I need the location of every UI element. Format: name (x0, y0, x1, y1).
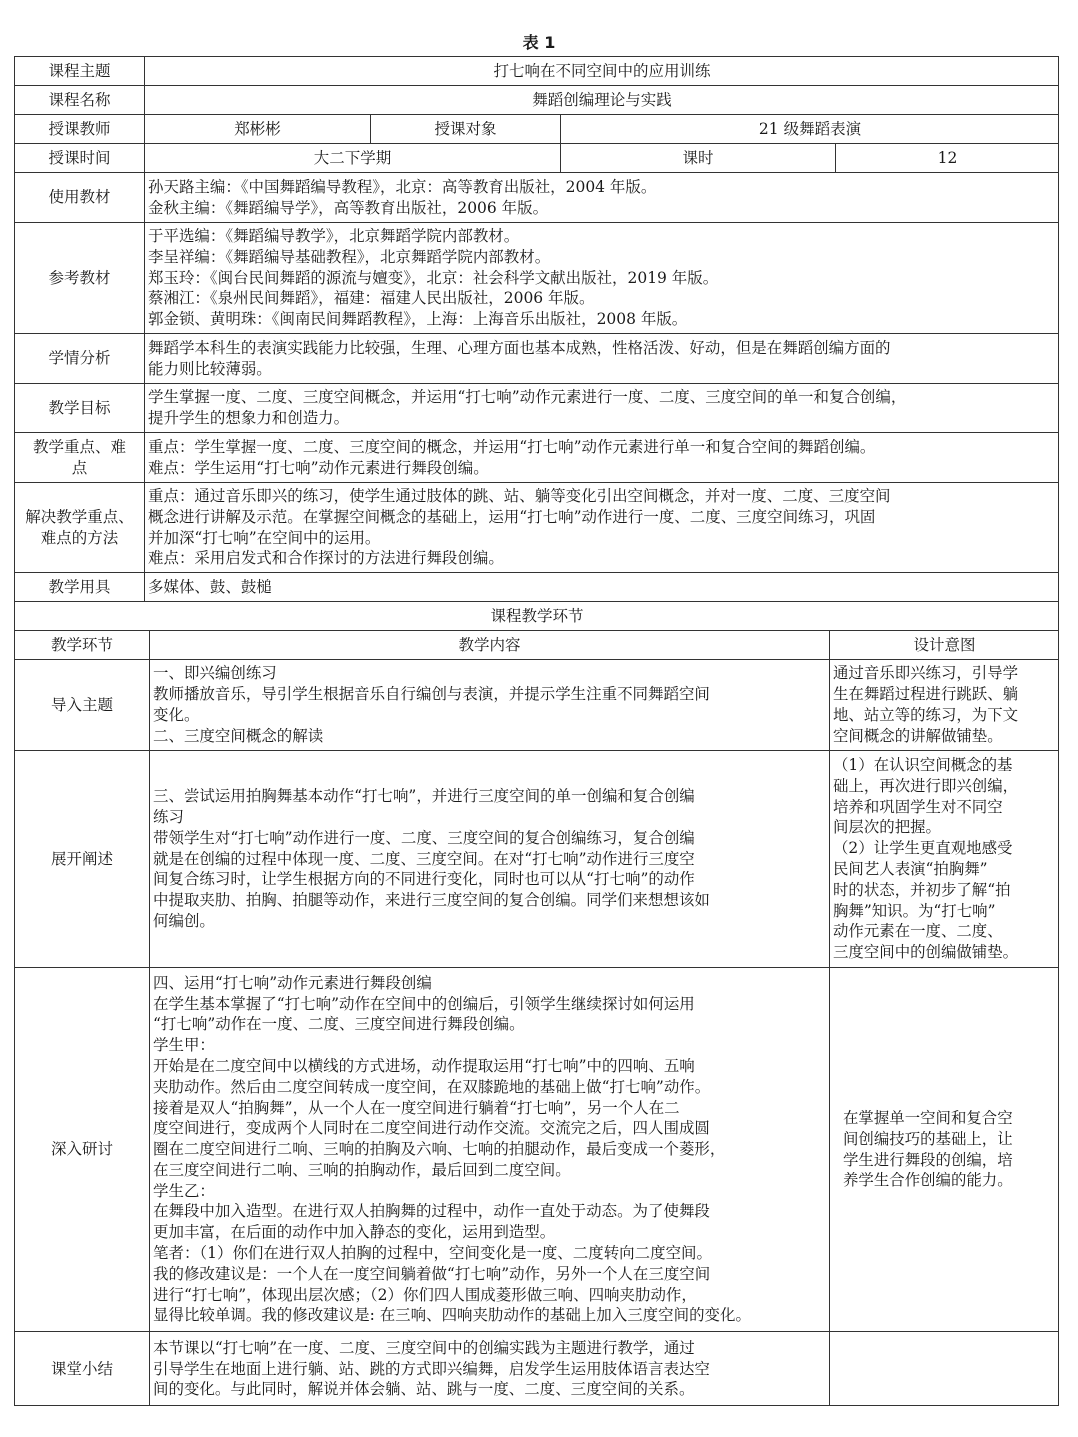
intent-line: （1）在认识空间概念的基 (833, 756, 1013, 775)
reference-list (144, 222, 1059, 333)
stage-intent (829, 967, 1059, 1331)
intent-line: 学生进行舞段的创编，培 (843, 1150, 1013, 1169)
tools-value (144, 572, 1059, 601)
content-line: 学生乙： (153, 1181, 215, 1200)
method-text (144, 482, 1059, 572)
content-line: 开始是在二度空间中以横线的方式进场，动作提取运用“打七响”中的四响、五响 (153, 1056, 695, 1075)
stage-name: 深入研讨 (14, 967, 149, 1331)
time-value: 大二下学期 (144, 143, 560, 172)
content-line: 三、尝试运用拍胸舞基本动作“打七响”，并进行三度空间的单一创编和复合创编 (153, 787, 695, 806)
reference-item: 蔡湘江：《泉州民间舞蹈》，福建：福建人民出版社，2006 年版。 (148, 289, 595, 308)
intent-line: 时的状态，并初步了解“拍 (833, 880, 1011, 899)
column-header-intent: 设计意图 (829, 630, 1059, 659)
intent-line: 间创编技巧的基础上，让 (843, 1129, 1013, 1148)
intent-line: （2）让学生更直观地感受 (833, 839, 1013, 858)
time-label: 授课时间 (14, 143, 144, 172)
table-right-border (1058, 56, 1059, 1406)
method-line: 重点：通过音乐即兴的练习，使学生通过肢体的跳、站、躺等变化引出空间概念，并对一度、二度、三度空间 (148, 486, 891, 505)
intent-line: 养学生合作创编的能力。 (843, 1171, 1013, 1190)
content-line: 圈在二度空间进行二响、三响的拍胸及六响、七响的拍腿动作，最后变成一个菱形， (153, 1140, 726, 1159)
analysis-text (144, 333, 1059, 383)
method-line: 概念进行讲解及示范。在掌握空间概念的基础上，运用“打七响”动作进行一度、二度、三度空间练习，巩固 (148, 507, 876, 526)
reference-label: 参考教材 (14, 222, 144, 333)
textbook-item: 金秋主编：《舞蹈编导学》，高等教育出版社，2006 年版。 (148, 198, 549, 217)
content-line: 间复合练习时，让学生根据方向的不同进行变化，同时也可以从“打七响”的动作 (153, 870, 695, 889)
topic-label: 课程主题 (14, 56, 144, 85)
content-line: 笔者：（1）你们在进行双人拍胸的过程中，空间变化是一度、二度转向二度空间。 (153, 1244, 712, 1263)
stage-name: 展开阐述 (14, 750, 149, 967)
table-caption: 表 1 (522, 33, 556, 52)
content-line: 显得比较单调。我的修改建议是: 在三响、四响夹肋动作的基础上加入三度空间的变化。 (153, 1306, 751, 1325)
content-line: 就是在创编的过程中体现一度、二度、三度空间。在对“打七响”动作进行三度空 (153, 849, 695, 868)
content-line: 带领学生对“打七响”动作进行一度、二度、三度空间的复合创编练习，复合创编 (153, 828, 695, 847)
method-line: 难点：采用启发式和合作探讨的方法进行舞段创编。 (148, 549, 504, 568)
content-line: 间的变化。与此同时，解说并体会躺、站、跳与一度、二度、三度空间的关系。 (153, 1380, 695, 1399)
intent-line: 培养和巩固学生对不同空 (833, 797, 1003, 816)
content-line: 在三度空间进行二响、三响的拍胸动作，最后回到二度空间。 (153, 1160, 571, 1179)
stage-content (149, 1331, 829, 1406)
textbook-list (144, 172, 1059, 222)
key-points-label (14, 432, 144, 482)
tools-label: 教学用具 (14, 572, 144, 601)
stage-intent (829, 659, 1059, 750)
stage-content (149, 967, 829, 1331)
content-line: 学生甲： (153, 1036, 215, 1055)
key-point: 重点：学生掌握一度、二度、三度空间的概念，并运用“打七响”动作元素进行单一和复合空间的舞蹈创编。 (148, 437, 876, 456)
content-line: 本节课以“打七响”在一度、二度、三度空间中的创编实践为主题进行教学，通过 (153, 1338, 695, 1357)
hours-label: 课时 (560, 143, 835, 172)
goal-line: 提升学生的想象力和创造力。 (148, 409, 350, 427)
content-line: 引导学生在地面上进行躺、站、跳的方式即兴编舞，启发学生运用肢体语言表达空 (153, 1359, 710, 1378)
content-line: 中提取夹肋、拍胸、拍腿等动作，来进行三度空间的复合创编。同学们来想想该如 (153, 891, 710, 910)
key-point: 难点：学生运用“打七响”动作元素进行舞段创编。 (148, 458, 489, 477)
course-value: 舞蹈创编理论与实践 (144, 85, 1059, 114)
goal-text (144, 383, 1059, 432)
content-line: 练习 (153, 808, 184, 826)
stage-content (149, 750, 829, 967)
reference-item: 李呈祥编：《舞蹈编导基础教程》，北京舞蹈学院内部教材。 (148, 247, 551, 266)
method-label-line: 解决教学重点、 (25, 507, 134, 526)
teacher-value: 郑彬彬 (144, 114, 370, 143)
content-line: 更加丰富，在后面的动作中加入静态的变化，运用到造型。 (153, 1223, 556, 1242)
teacher-label: 授课教师 (14, 114, 144, 143)
content-line: 变化。 (153, 706, 200, 724)
stage-intent (829, 750, 1059, 967)
intent-line: 间层次的把握。 (833, 818, 941, 837)
content-line: 二、三度空间概念的解读 (153, 726, 324, 745)
key-points-label-line: 点 (71, 458, 88, 477)
content-line: 何编创。 (153, 911, 215, 930)
content-line: 在学生基本掌握了“打七响”动作在空间中的创编后，引领学生继续探讨如何运用 (153, 994, 695, 1013)
textbook-item: 孙天路主编：《中国舞蹈编导教程》，北京：高等教育出版社，2004 年版。 (148, 177, 657, 196)
reference-item: 于平选编：《舞蹈编导教学》，北京舞蹈学院内部教材。 (148, 227, 520, 245)
reference-item: 郑玉玲：《闽台民间舞蹈的源流与嬗变》，北京：社会科学文献出版社，2019 年版。 (148, 268, 719, 287)
goal-label: 教学目标 (14, 383, 144, 432)
audience-label: 授课对象 (370, 114, 560, 143)
intent-line: 生在舞蹈过程进行跳跃、躺 (833, 685, 1019, 704)
stage-intent-empty (829, 1331, 1059, 1406)
content-line: 在舞段中加入造型。在进行双人拍胸舞的过程中，动作一直处于动态。为了使舞段 (153, 1202, 710, 1221)
tools-text: 多媒体、鼓、鼓槌 (148, 577, 272, 596)
intent-line: 胸舞”知识。为“打七响” (833, 901, 996, 920)
column-header-stage: 教学环节 (14, 630, 149, 659)
goal-line: 学生掌握一度、二度、三度空间概念，并运用“打七响”动作元素进行一度、二度、三度空间的单一和复合创编， (148, 388, 907, 407)
content-line: 教师播放音乐，导引学生根据音乐自行编创与表演，并提示学生注重不同舞蹈空间 (153, 685, 710, 704)
topic-value: 打七响在不同空间中的应用训练 (144, 56, 1059, 85)
method-label (14, 482, 144, 572)
intent-line: 三度空间中的创编做铺垫。 (833, 943, 1019, 962)
intent-line: 在掌握单一空间和复合空 (843, 1108, 1013, 1127)
hours-value: 12 (835, 143, 1059, 172)
method-label-line: 难点的方法 (40, 528, 119, 547)
intent-line: 民间艺人表演“拍胸舞” (833, 860, 988, 878)
content-line: 一、即兴编创练习 (153, 664, 277, 683)
intent-line: 动作元素在一度、二度、 (833, 922, 1003, 941)
method-line: 并加深“打七响”在空间中的运用。 (148, 528, 381, 547)
content-line: 夹肋动作。然后由二度空间转成一度空间，在双膝跪地的基础上做“打七响”动作。 (153, 1077, 711, 1096)
textbook-label: 使用教材 (14, 172, 144, 222)
audience-value: 21 级舞蹈表演 (560, 114, 1059, 143)
stage-name: 导入主题 (14, 659, 149, 750)
stage-name: 课堂小结 (14, 1331, 149, 1406)
intent-line: 地、站立等的练习，为下文 (833, 706, 1019, 724)
analysis-line: 能力则比较薄弱。 (148, 359, 272, 378)
content-line: 接着是双人“拍胸舞”，从一个人在一度空间进行躺着“打七响”，另一个人在二 (153, 1098, 680, 1117)
column-header-content: 教学内容 (149, 630, 829, 659)
key-points-text (144, 432, 1059, 482)
stage-content (149, 659, 829, 750)
section-title: 课程教学环节 (14, 601, 1059, 630)
content-line: 度空间进行，变成两个人同时在二度空间进行动作交流。交流完之后，四人围成圆 (153, 1119, 710, 1138)
course-label: 课程名称 (14, 85, 144, 114)
table-bottom-border (14, 1405, 1059, 1406)
analysis-line: 舞蹈学本科生的表演实践能力比较强，生理、心理方面也基本成熟，性格活泼、好动，但是在舞蹈创编方面的 (148, 338, 891, 357)
content-line: 四、运用“打七响”动作元素进行舞段创编 (153, 973, 432, 992)
intent-line: 通过音乐即兴练习，引导学 (833, 664, 1019, 683)
content-line: “打七响”动作在一度、二度、三度空间进行舞段创编。 (153, 1015, 525, 1034)
intent-line: 础上，再次进行即兴创编， (833, 776, 1019, 795)
intent-line: 空间概念的讲解做铺垫。 (833, 726, 1003, 745)
reference-item: 郭金锁、黄明珠：《闽南民间舞蹈教程》，上海：上海音乐出版社，2008 年版。 (148, 310, 688, 329)
key-points-label-line: 教学重点、难 (32, 437, 126, 456)
content-line: 我的修改建议是：一个人在一度空间躺着做“打七响”动作，另外一个人在三度空间 (153, 1264, 711, 1283)
analysis-label: 学情分析 (14, 333, 144, 383)
content-line: 进行“打七响”，体现出层次感；（2）你们四人围成菱形做三响、四响夹肋动作， (153, 1285, 697, 1304)
